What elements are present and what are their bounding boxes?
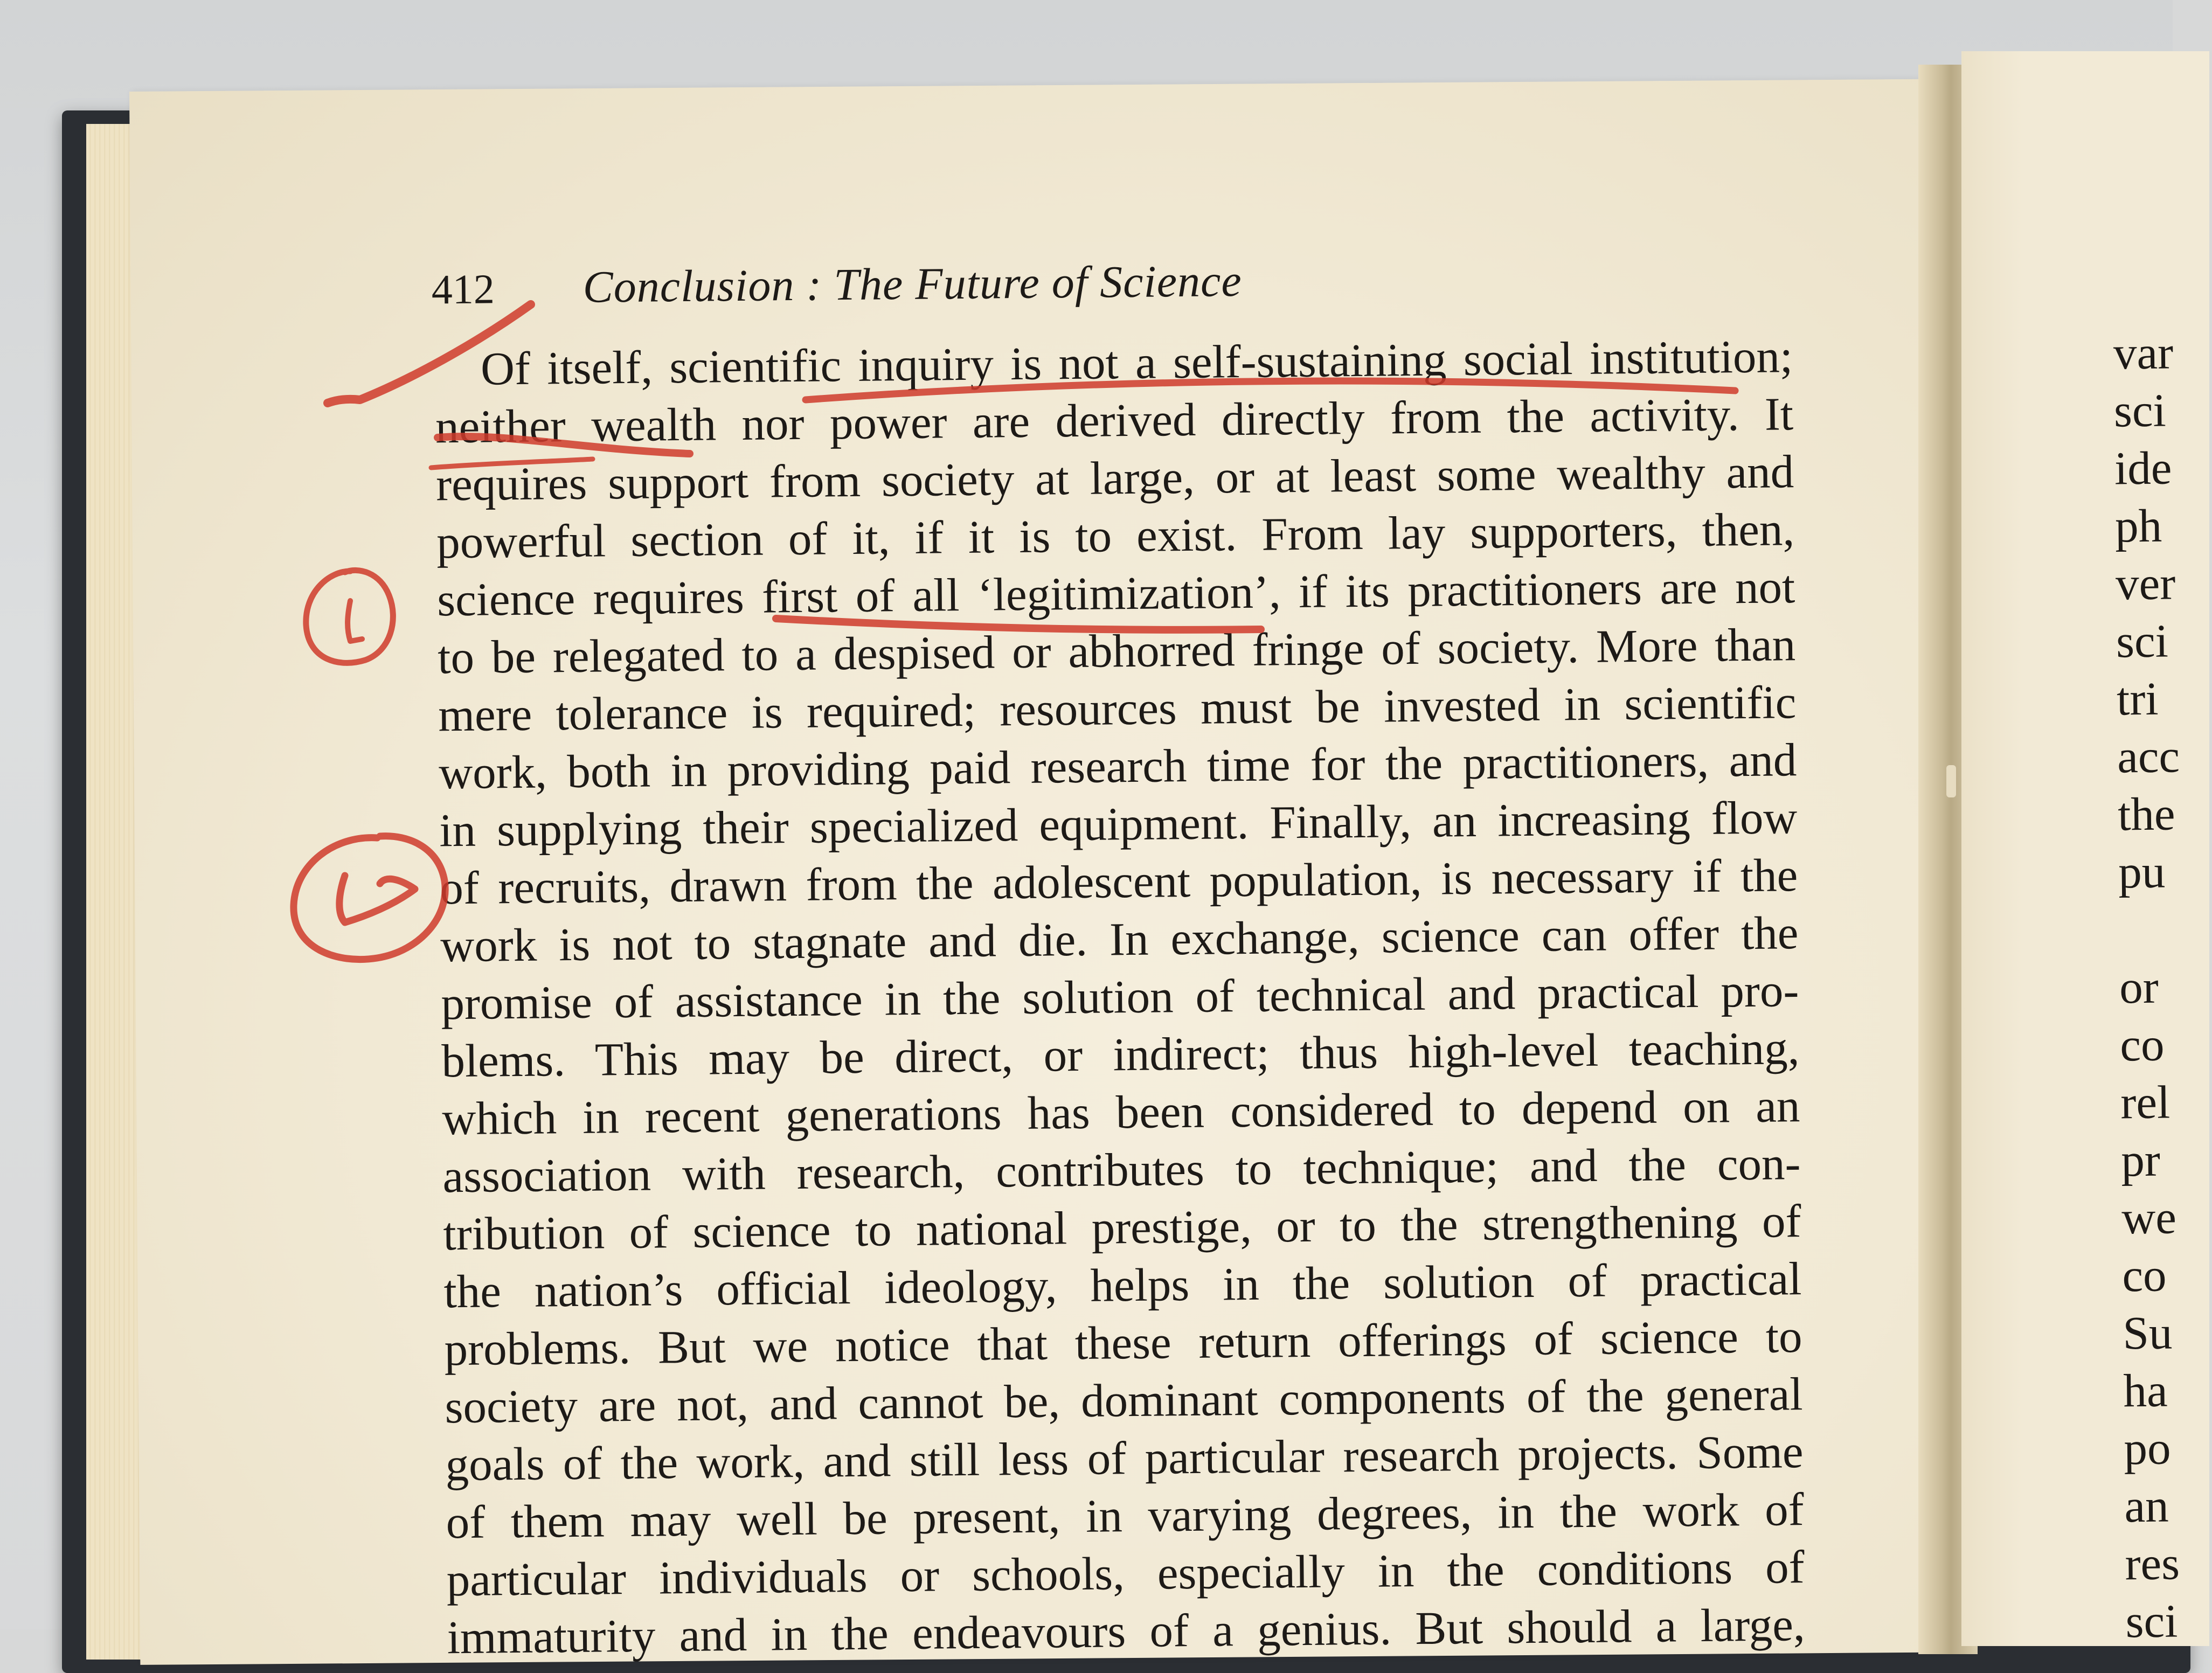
facing-line-fragment: co: [2119, 1018, 2165, 1071]
running-head: [431, 246, 1833, 319]
text-line: powerful section of it, if it is to exist. From lay supporters, then,: [436, 503, 1795, 568]
text-line: work is not to stagnate and die. In exchange, science can offer the: [440, 906, 1799, 972]
facing-line-fragment: co: [2121, 1248, 2167, 1302]
facing-line-fragment: pu: [2118, 845, 2166, 898]
text-line: science requires first of all ‘legitimization’, if its practitioners are not: [436, 560, 1795, 626]
text-line: to be relegated to a despised or abhorred fringe of society. More than: [437, 618, 1796, 684]
text-line: society are not, and cannot be, dominant components of the general: [445, 1367, 1803, 1433]
facing-line-fragment: we: [2121, 1191, 2177, 1244]
text-line: requires support from society at large, or at least some wealthy and: [435, 445, 1794, 511]
facing-line-fragment: ver: [2115, 557, 2176, 610]
facing-line-fragment: tri: [2116, 672, 2159, 725]
text-line: the nation’s official ideology, helps in the solution of practical: [443, 1252, 1802, 1318]
facing-line-fragment: pr: [2120, 1133, 2161, 1186]
text-line: Of itself, scientific inquiry is not a self-sustaining social institution;: [480, 330, 1793, 395]
facing-line-fragment: Su: [2122, 1306, 2173, 1359]
text-line: problems. But we notice that these return offerings of science to: [444, 1310, 1802, 1376]
text-line: of them may well be present, in varying degrees, in the work of: [446, 1483, 1805, 1549]
text-line: blems. This may be direct, or indirect; thus high-level teaching,: [441, 1022, 1800, 1087]
facing-line-fragment: rel: [2120, 1075, 2171, 1129]
facing-line-fragment: ha: [2123, 1364, 2168, 1417]
facing-line-fragment: ph: [2114, 499, 2162, 552]
facing-line-fragment: an: [2124, 1479, 2169, 1532]
facing-line-fragment: sci: [2113, 384, 2167, 437]
page-number: 412: [431, 265, 495, 313]
running-title: Conclusion : The Future of Science: [583, 256, 1243, 313]
text-line: mere tolerance is required; resources must be invested in scientific: [438, 676, 1797, 741]
body-paragraph: [435, 327, 1806, 1664]
facing-line-fragment: var: [2113, 326, 2174, 379]
text-line: goals of the work, and still less of particular research projects. Some: [445, 1425, 1804, 1491]
text-line: association with research, contributes to technique; and the con-: [442, 1137, 1801, 1203]
text-line: in supplying their specialized equipment. Finally, an increasing flow: [439, 791, 1798, 857]
facing-line-fragment: or: [2119, 960, 2159, 1013]
facing-line-fragment: [2119, 900, 2206, 959]
facing-page-text: [2113, 323, 2212, 1650]
text-line: tribution of science to national prestige, or to the strengthening of: [443, 1195, 1801, 1260]
text-line: neither wealth nor power are derived directly from the activity. It: [435, 387, 1794, 453]
facing-line-fragment: ide: [2114, 441, 2172, 495]
text-line: of recruits, drawn from the adolescent population, is necessary if the: [439, 849, 1798, 914]
text-line: particular individuals or schools, especially in the conditions of: [446, 1540, 1805, 1606]
facing-line-fragment: acc: [2117, 730, 2180, 783]
text-line: immaturity and in the endeavours of a genius. But should a large,: [447, 1598, 1806, 1664]
text-line: work, both in providing paid research time for the practitioners, and: [438, 733, 1797, 799]
facing-line-fragment: res: [2125, 1537, 2180, 1590]
facing-line-fragment: the: [2117, 787, 2175, 841]
facing-line-fragment: sci: [2116, 614, 2169, 668]
text-line: which in recent generations has been considered to depend on an: [442, 1079, 1800, 1145]
facing-line-fragment: po: [2124, 1421, 2171, 1475]
text-line: promise of assistance in the solution of technical and practical pro-: [440, 964, 1799, 1030]
facing-line-fragment: sci: [2125, 1594, 2178, 1648]
